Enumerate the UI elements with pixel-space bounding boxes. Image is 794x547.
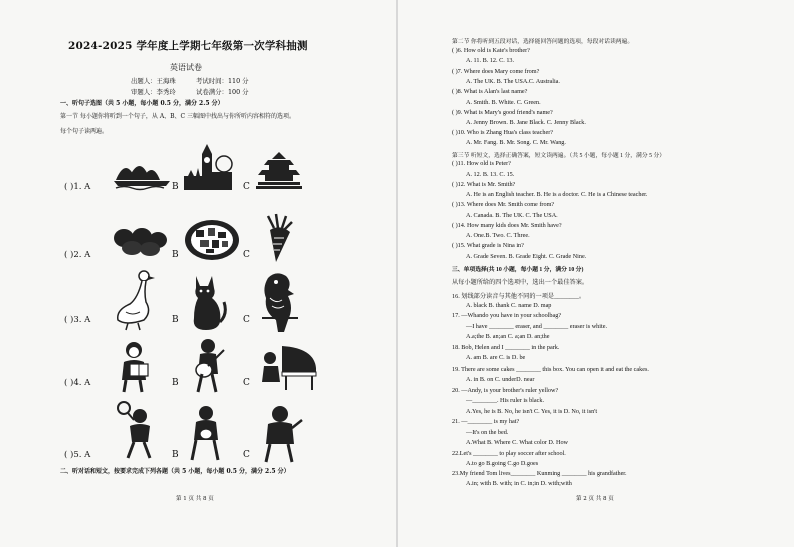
girl-guitar-picture bbox=[188, 338, 228, 394]
question-14-options: A. One.B. Two. C. Three. bbox=[466, 232, 530, 239]
question-2-option-b: B bbox=[172, 250, 179, 260]
question-5-option-c: C bbox=[243, 450, 250, 460]
question-19: 19. There are some cakes ________ this box. You can open it and eat the cakes. bbox=[452, 366, 649, 373]
question-21-line-2: —It's on the bed. bbox=[466, 429, 509, 436]
question-19-options: A. in B. on C. underD. near bbox=[466, 376, 535, 383]
question-15: ( )15. What grade is Nina in? bbox=[452, 242, 524, 249]
section-one-title: 一、听句子选图（共 5 小题，每小题 0.5 分，满分 2.5 分） bbox=[60, 100, 224, 107]
section-one-instruction-2: 每个句子读两遍。 bbox=[60, 128, 109, 135]
question-13-options: A. Canada. B. The UK. C. The USA. bbox=[466, 212, 558, 219]
page-2 bbox=[400, 0, 794, 547]
question-7: ( )7. Where does Mary come from? bbox=[452, 68, 540, 75]
question-18: 18. Bob, Helen and I ________ in the park. bbox=[452, 344, 560, 351]
question-3-option-b: B bbox=[172, 315, 179, 325]
question-12: ( )12. What is Mr. Smith? bbox=[452, 181, 516, 188]
question-4-option-b: B bbox=[172, 378, 179, 388]
question-1-option-b: B bbox=[172, 182, 179, 192]
meta-author: 出题人：王海珠 bbox=[131, 77, 176, 85]
question-3-label: ( )3. A bbox=[64, 315, 91, 325]
question-2-option-c: C bbox=[243, 250, 250, 260]
question-13: ( )13. Where does Mr. Smith come from? bbox=[452, 201, 555, 208]
question-9: ( )9. What is Mary's good friend's name? bbox=[452, 109, 553, 116]
question-11-options: A. 12. B. 13. C. 15. bbox=[466, 171, 515, 178]
tennis-player-picture bbox=[114, 400, 158, 460]
carrot-picture bbox=[258, 212, 298, 264]
question-18-options: A. am B. are C. is D. be bbox=[466, 354, 526, 361]
question-17-options: A.a;the B. an;an C. a;an D. an;the bbox=[466, 333, 550, 340]
section-one-instruction: 第一节 每小题你将听到一个句子，从 A、B、C 三幅图中找出与你所听内容相符的选项。 bbox=[60, 113, 296, 120]
salad-plate-picture bbox=[184, 218, 240, 262]
question-5-option-b: B bbox=[172, 450, 179, 460]
single-choice-heading: 三、单项选择(共 10 小题，每小题 1 分，满分 10 分) bbox=[452, 267, 584, 273]
parrot-picture bbox=[254, 268, 302, 334]
question-23: 23.My friend Tom lives________ Kunming ________ his grandfather. bbox=[452, 470, 627, 477]
question-22-options: A.to go B.going C.go D.goes bbox=[466, 460, 539, 467]
question-4-option-c: C bbox=[243, 378, 250, 388]
exam-subtitle: 英语试卷 bbox=[170, 63, 202, 72]
goose-picture bbox=[112, 268, 158, 332]
question-10-options: A. Mr. Fang. B. Mr. Song. C. Mr. Wang. bbox=[466, 139, 566, 146]
temple-of-heaven-picture bbox=[256, 150, 302, 192]
question-23-options: A.in; with B. with; in C. in;in D. with;with bbox=[466, 480, 572, 487]
question-3-option-c: C bbox=[243, 315, 250, 325]
question-12-options: A. He is an English teacher. B. He is a doctor. C. He is a Chinese teacher. bbox=[466, 191, 648, 198]
question-9-options: A. Jenny Brown. B. Jane Black. C. Jenny Black. bbox=[466, 119, 586, 126]
question-6: ( )6. How old is Kate's brother? bbox=[452, 47, 530, 54]
kid-playing-picture bbox=[184, 404, 228, 462]
question-8-options: A. Smith. B. White. C. Green. bbox=[466, 99, 541, 106]
question-2-label: ( )2. A bbox=[64, 250, 91, 260]
question-17-line-2: —I have ________ eraser, and ________ eraser is white. bbox=[466, 323, 607, 330]
meta-score: 试卷满分：100 分 bbox=[196, 88, 249, 96]
question-17: 17. —Whando you have in your schoolbag? bbox=[452, 312, 562, 319]
girl-reading-picture bbox=[116, 340, 156, 394]
piano-picture bbox=[258, 342, 318, 392]
cat-picture bbox=[186, 272, 228, 332]
question-1-label: ( )1. A bbox=[64, 182, 91, 192]
question-21-options: A.What B. Where C. What color D. How bbox=[466, 439, 569, 446]
question-10: ( )10. Who is Zhang Hua's class teacher? bbox=[452, 129, 553, 136]
question-5-label: ( )5. A bbox=[64, 450, 91, 460]
question-6-options: A. 11. B. 12. C. 13. bbox=[466, 57, 515, 64]
question-20-options: A.Yes, he is B. No, he isn't C. Yes, it is D. No, it isn't bbox=[466, 408, 598, 415]
kid-singing-picture bbox=[256, 404, 304, 464]
exam-title: 2024-2025 学年度上学期七年级第一次学科抽测 bbox=[68, 40, 308, 52]
question-11: ( )11. How old is Peter? bbox=[452, 160, 511, 167]
question-20-line-2: —________. His ruler is black. bbox=[466, 397, 545, 404]
single-choice-instruction: 从每小题所给的四个选项中，选出一个最佳答案。 bbox=[452, 279, 589, 286]
question-7-options: A. The UK. B. The USA.C. Australia. bbox=[466, 78, 560, 85]
meta-reviewer: 审题人：李秀玲 bbox=[131, 88, 176, 96]
opera-house-picture bbox=[112, 150, 172, 192]
section-3-heading: 第三节 听短文，选择正确答案，短文读两遍。（共 5 小题，每小题 1 分，满分 5 分） bbox=[452, 153, 666, 159]
question-14: ( )14. How many kids does Mr. Smith have? bbox=[452, 222, 562, 229]
big-ben-picture bbox=[182, 142, 234, 194]
question-22: 22.Let's ________ to play soccer after school. bbox=[452, 450, 566, 457]
question-21: 21. —________ is my hat? bbox=[452, 418, 520, 425]
eggs-picture bbox=[112, 226, 168, 256]
section-two-title: 二、听对话和短文，按要求完成下列各题（共 5 小题，每小题 0.5 分，满分 2.5 分） bbox=[60, 468, 290, 475]
question-8: ( )8. What is Alan's last name? bbox=[452, 88, 528, 95]
question-20: 20. —Andy, is your brother's ruler yellow? bbox=[452, 387, 559, 394]
question-4-label: ( )4. A bbox=[64, 378, 91, 388]
meta-time: 考试时间：110 分 bbox=[196, 77, 249, 85]
question-15-options: A. Grade Seven. B. Grade Eight. C. Grade Nine. bbox=[466, 253, 587, 260]
page-2-footer: 第 2 页 共 8 页 bbox=[576, 496, 614, 502]
page-1-footer: 第 1 页 共 8 页 bbox=[176, 496, 214, 502]
page-fold bbox=[396, 0, 398, 547]
page-1 bbox=[0, 0, 396, 547]
question-16: 16. 划线部分读音与其他不同的一项是________。 bbox=[452, 293, 586, 300]
question-1-option-c: C bbox=[243, 182, 250, 192]
section-2-heading: 第二节 你将听到五段对话，选择能回答问题的选项，每段对话读两遍。 bbox=[452, 39, 634, 45]
question-16-options: A. black B. thank C. name D. map bbox=[466, 302, 552, 309]
